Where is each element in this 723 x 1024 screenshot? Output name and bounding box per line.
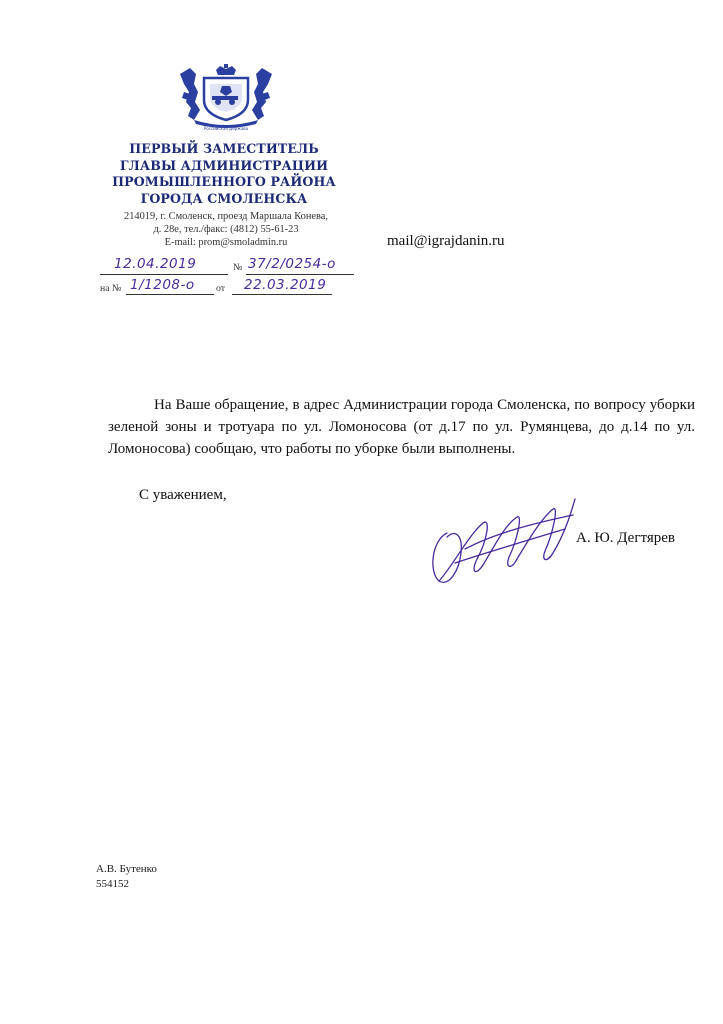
ref-date: 22.03.2019 <box>244 277 327 293</box>
ref-number-underline <box>126 294 214 295</box>
ref-date-label: от <box>216 283 226 294</box>
date-underline <box>100 274 228 275</box>
letter-body <box>108 394 695 461</box>
emblem-motto: Российская Держава <box>203 126 249 131</box>
ref-date-underline <box>232 294 332 295</box>
handwritten-signature <box>425 493 585 593</box>
ref-number-label: на № <box>100 283 122 294</box>
letter-paragraph: На Ваше обращение, в адрес Администрации города Смоленска, по вопросу уборки зеленой зоны и тротуара по ул. Ломоносова (от д.17 по ул. Румянцева, до д.14 по ул. Ломоносова) сообщаю, что работы по уборке были выполнены. <box>108 397 695 458</box>
closing-phrase: С уважением, <box>139 487 227 503</box>
recipient-email: mail@igrajdanin.ru <box>387 233 505 249</box>
sender-title <box>90 141 358 207</box>
coat-of-arms-emblem <box>176 64 276 132</box>
number-label: № <box>233 262 243 273</box>
executor-name: А.В. Бутенко <box>96 863 157 875</box>
address-line: E-mail: prom@smoladmin.ru <box>164 236 288 248</box>
registration-number: 37/2/0254-о <box>248 256 336 272</box>
ref-number: 1/1208-о <box>130 277 195 293</box>
sender-address <box>96 211 356 249</box>
title-line: ГОРОДА СМОЛЕНСКА <box>140 190 308 206</box>
registration-date: 12.04.2019 <box>114 256 197 272</box>
address-line: д. 28е, тел./факс: (4812) 55-61-23 <box>153 223 299 235</box>
title-line: ПРОМЫШЛЕННОГО РАЙОНА <box>112 174 336 189</box>
signer-name: А. Ю. Дегтярев <box>576 530 675 546</box>
executor-info <box>96 862 157 892</box>
address-line: 214019, г. Смоленск, проезд Маршала Конева, <box>124 211 328 222</box>
title-line: ГЛАВЫ АДМИНИСТРАЦИИ <box>119 157 329 173</box>
number-underline <box>246 274 354 275</box>
executor-phone: 554152 <box>96 878 129 890</box>
title-line: ПЕРВЫЙ ЗАМЕСТИТЕЛЬ <box>129 141 319 156</box>
